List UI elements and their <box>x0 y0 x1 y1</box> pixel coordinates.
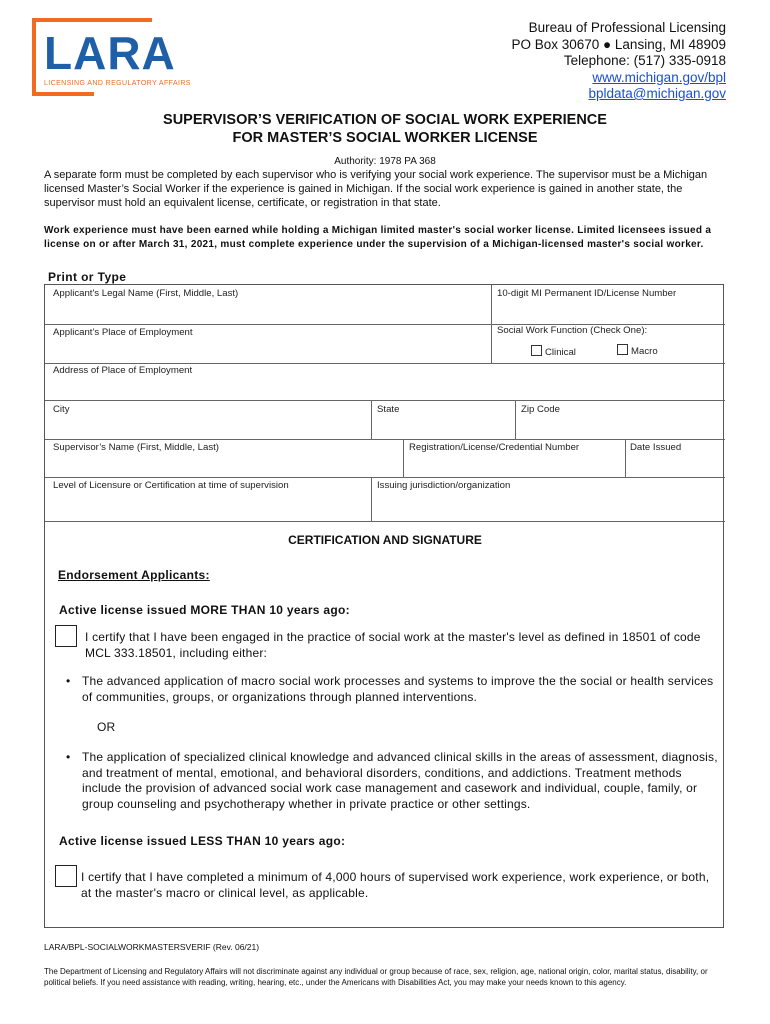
less-than-10-heading: Active license issued LESS THAN 10 years ago: <box>59 834 346 848</box>
title-line-1: SUPERVISOR’S VERIFICATION OF SOCIAL WORK EXPERIENCE <box>163 112 607 128</box>
email-link[interactable]: bpldata@michigan.gov <box>588 86 726 101</box>
bullet-1-line-2: of communities, groups, or organizations through planned interventions. <box>82 689 478 704</box>
bullet-2-line-3: include the provision of advanced social work case management and casework and individual, couple, family, or <box>82 781 698 795</box>
certify-more-than-10-text <box>85 629 721 661</box>
logo-wordmark: LARA <box>44 27 176 79</box>
social-work-function-label: Social Work Function (Check One): <box>497 325 648 336</box>
macro-bullet <box>66 674 722 705</box>
permanent-id-field[interactable]: 10-digit MI Permanent ID/License Number <box>497 288 677 299</box>
po-box: PO Box 30670 ● Lansing, MI 48909 <box>511 36 726 52</box>
certify-2-line-1: I certify that I have completed a minimum of 4,000 hours of supervised work experience, work experience, or both, <box>81 870 710 884</box>
verification-form <box>44 284 724 928</box>
macro-checkbox[interactable] <box>617 344 628 355</box>
state-field[interactable]: State <box>377 404 400 415</box>
issuing-jurisdiction-field[interactable]: Issuing jurisdiction/organization <box>377 480 511 491</box>
bullet-dot: • <box>66 674 71 688</box>
registration-number-field[interactable]: Registration/License/Credential Number <box>409 442 580 453</box>
print-or-type-label: Print or Type <box>48 270 127 284</box>
applicant-name-field[interactable]: Applicant's Legal Name (First, Middle, Last) <box>53 288 239 299</box>
place-of-employment-field[interactable]: Applicant’s Place of Employment <box>53 327 193 338</box>
clinical-checkbox[interactable] <box>531 345 542 356</box>
certify-1-line-2: MCL 333.18501, including either: <box>85 646 268 660</box>
logo-tagline: LICENSING AND REGULATORY AFFAIRS <box>44 80 191 87</box>
bullet-1-line-1: The advanced application of macro social work processes and systems to improve the the social or health services <box>82 674 714 688</box>
clinical-option[interactable] <box>531 345 576 358</box>
experience-note: Work experience must have been earned while holding a Michigan limited master's social worker license. Limited licensees issued a license on or after March 31, 2021, must complete experience under the supervision of a Michigan-licensed master's social worker. <box>44 225 712 250</box>
certify-2-line-2: at the master's macro or clinical level, as applicable. <box>81 886 369 900</box>
certify-less-than-10-text <box>81 869 721 901</box>
bullet-dot: • <box>66 750 71 764</box>
lara-logo <box>32 18 192 100</box>
date-issued-field[interactable]: Date Issued <box>630 442 682 453</box>
certify-1-line-1: I certify that I have been engaged in the practice of social work at the master's level as defined in 18501 of code <box>85 630 701 644</box>
endorsement-heading: Endorsement Applicants: <box>58 568 210 582</box>
macro-label: Macro <box>631 346 658 357</box>
intro-paragraph: A separate form must be completed by each supervisor who is verifying your social work experience. The supervisor must be a Michigan licensed Master’s Social Worker if the experience is gained in Michigan. If the social work experience is gained in another state, the supervisor must hold an equivalent license, certificate, or registration in that state. <box>44 169 708 209</box>
nondiscrimination-statement: The Department of Licensing and Regulatory Affairs will not discriminate against any individual or group because of race, sex, religion, age, national origin, color, marital status, disability, or political beliefs. If you need assistance with reading, writing, hearing, etc., under the Americans with Disabilities Act, you may make your needs known to this agency. <box>44 967 708 987</box>
macro-option[interactable] <box>617 344 658 357</box>
city-field[interactable]: City <box>53 404 70 415</box>
certification-title: CERTIFICATION AND SIGNATURE <box>288 533 482 547</box>
or-separator: OR <box>97 720 116 734</box>
telephone: Telephone: (517) 335-0918 <box>563 53 726 68</box>
zip-field[interactable]: Zip Code <box>521 404 560 415</box>
level-of-licensure-field[interactable]: Level of Licensure or Certification at time of supervision <box>53 480 289 491</box>
form-code: LARA/BPL-SOCIALWORKMASTERSVERIF (Rev. 06/21) <box>44 942 260 952</box>
form-title <box>0 111 770 147</box>
bullet-2-line-1: The application of specialized clinical knowledge and advanced clinical skills in the areas of assessment, diagnosis, <box>82 750 718 764</box>
website-link[interactable]: www.michigan.gov/bpl <box>592 69 726 85</box>
bullet-2-line-4: group counseling and psychotherapy whether in private practice or other settings. <box>82 796 531 811</box>
certify-more-than-10-checkbox[interactable] <box>55 625 77 647</box>
clinical-bullet <box>66 750 722 812</box>
employment-address-field[interactable]: Address of Place of Employment <box>53 365 193 376</box>
certify-less-than-10-checkbox[interactable] <box>55 865 77 887</box>
bullet-2-line-2: and treatment of mental, emotional, and behavioral disorders, conditions, and addictions. Treatment methods <box>82 765 682 780</box>
more-than-10-heading: Active license issued MORE THAN 10 years ago: <box>59 603 350 617</box>
clinical-label: Clinical <box>545 347 576 358</box>
authority: Authority: 1978 PA 368 <box>334 156 436 167</box>
title-line-2: FOR MASTER’S SOCIAL WORKER LICENSE <box>232 130 538 146</box>
bureau-name: Bureau of Professional Licensing <box>528 20 726 35</box>
supervisor-name-field[interactable]: Supervisor’s Name (First, Middle, Last) <box>53 442 219 453</box>
bureau-address <box>511 20 726 103</box>
